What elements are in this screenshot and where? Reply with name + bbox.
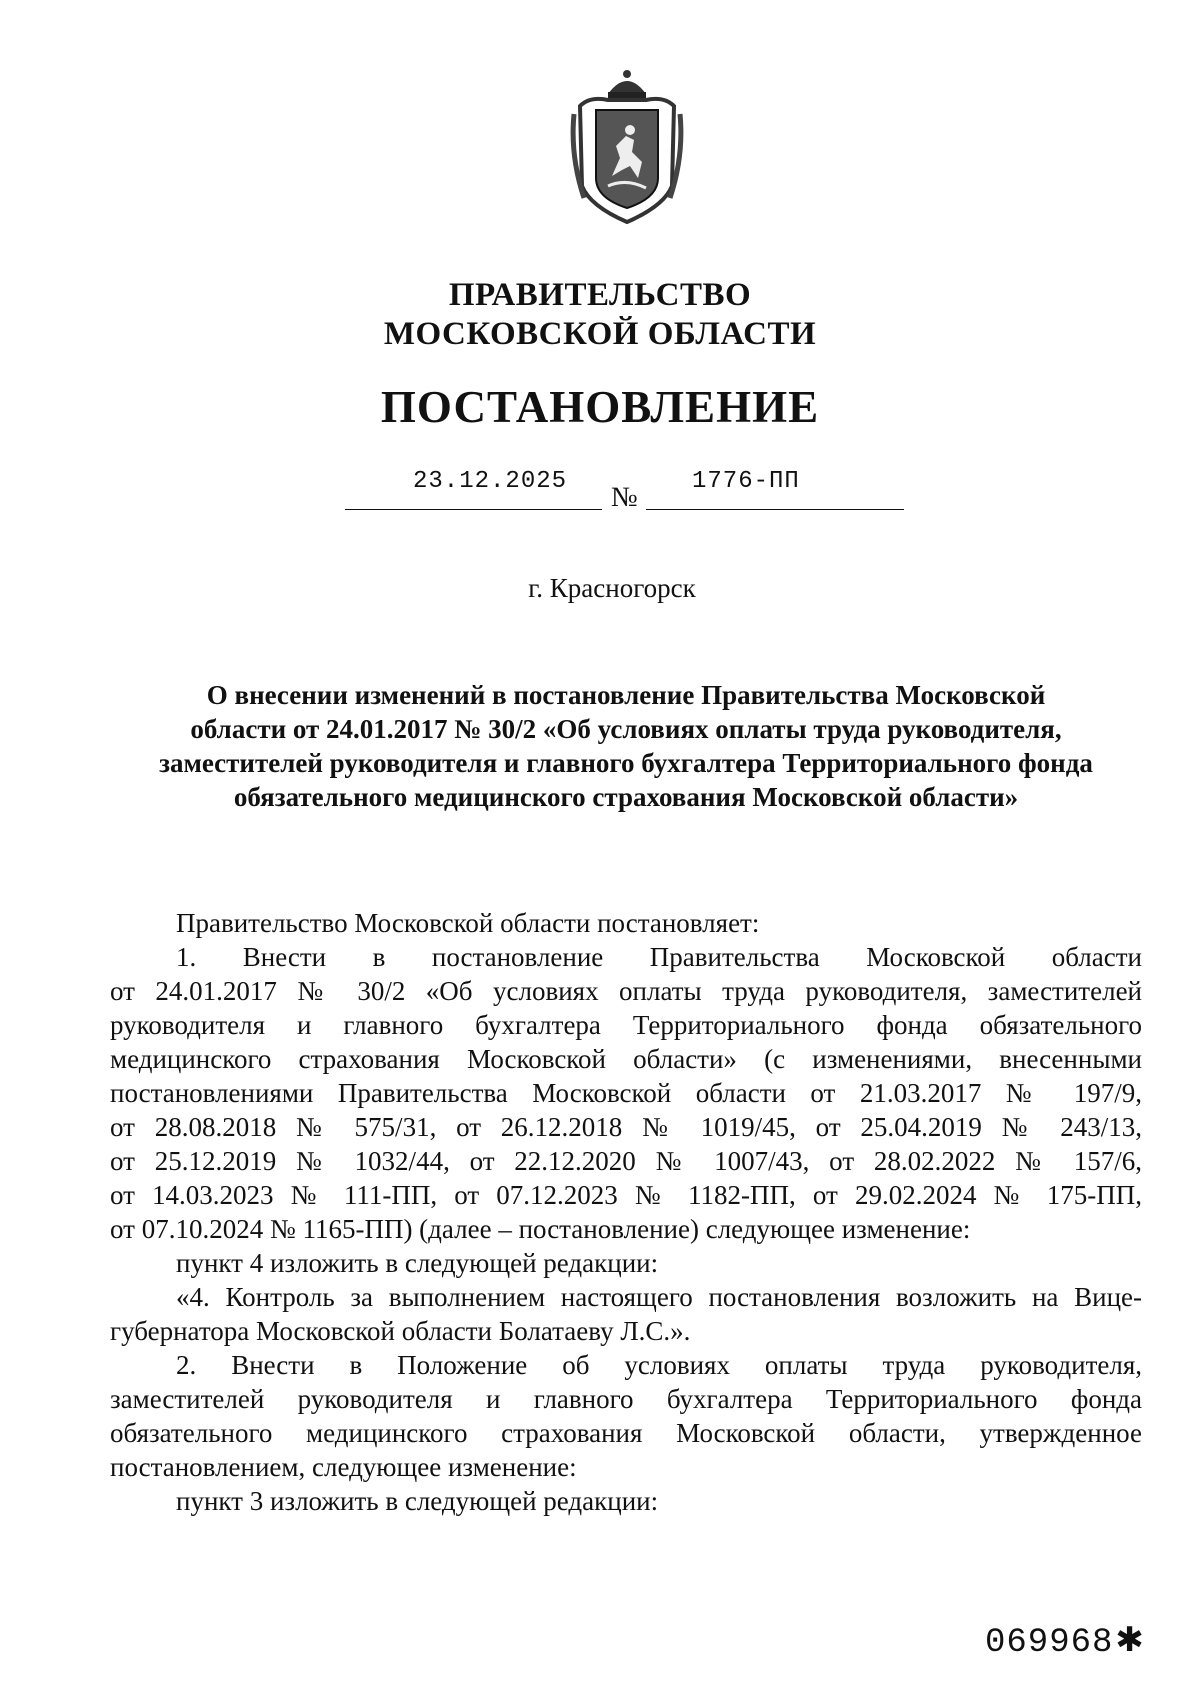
body-line: от 14.03.2023 № 111-ПП, от 07.12.2023 № 1182-ПП, от 29.02.2024 № 175-ПП,	[110, 1180, 1142, 1210]
serial-number	[985, 1620, 1145, 1662]
body-line: постановлениями Правительства Московской области от 21.03.2017 № 197/9,	[110, 1078, 1142, 1108]
number-underline	[646, 509, 904, 510]
title-line: области от 24.01.2017 № 30/2 «Об условиях оплаты труда руководителя,	[190, 714, 1062, 744]
body-line: руководителя и главного бухгалтера Территориального фонда обязательного	[110, 1010, 1142, 1040]
body-line: губернатора Московской области Болатаеву Л.С.».	[110, 1316, 691, 1346]
body-line: заместителей руководителя и главного бухгалтера Территориального фонда	[110, 1384, 1142, 1414]
date-underline	[345, 509, 602, 510]
body-line: от 28.08.2018 № 575/31, от 26.12.2018 № 1019/45, от 25.04.2019 № 243/13,	[110, 1112, 1142, 1142]
asterisk-icon: ✱	[1115, 1620, 1145, 1660]
coat-of-arms-icon	[568, 66, 686, 226]
body-line: Правительство Московской области постановляет:	[176, 908, 760, 938]
title-line: обязательного медицинского страхования Московской области»	[233, 782, 1019, 812]
document-body	[110, 906, 1142, 1518]
serial-number-value: 069968	[985, 1624, 1114, 1662]
body-line: пункт 4 изложить в следующей редакции:	[176, 1248, 659, 1278]
body-line: обязательного медицинского страхования Московской области, утвержденное	[110, 1418, 1142, 1448]
body-line: «4. Контроль за выполнением настоящего постановления возложить на Вице-	[176, 1282, 1142, 1312]
body-line: от 25.12.2019 № 1032/44, от 22.12.2020 № 1007/43, от 28.02.2022 № 157/6,	[110, 1146, 1142, 1176]
body-line: от 24.01.2017 № 30/2 «Об условиях оплаты труда руководителя, заместителей	[110, 976, 1142, 1006]
number-sign: №	[611, 482, 638, 513]
city: г. Красногорск	[528, 573, 696, 603]
title-line: О внесении изменений в постановление Правительства Московской	[206, 680, 1046, 710]
title-line: заместителей руководителя и главного бухгалтера Территориального фонда	[159, 748, 1093, 778]
body-line: пункт 3 изложить в следующей редакции:	[176, 1486, 659, 1516]
org-name-line1: ПРАВИТЕЛЬСТВО	[448, 277, 752, 313]
org-name-line2: МОСКОВСКОЙ ОБЛАСТИ	[383, 316, 817, 352]
body-line: 2. Внести в Положение об условиях оплаты труда руководителя,	[176, 1350, 1142, 1380]
body-line: постановлением, следующее изменение:	[110, 1452, 577, 1482]
body-line: от 07.10.2024 № 1165-ПП) (далее – постановление) следующее изменение:	[110, 1214, 971, 1244]
document-number: 1776-ПП	[692, 468, 800, 495]
document-type: ПОСТАНОВЛЕНИЕ	[380, 382, 820, 432]
document-title	[128, 678, 1124, 814]
body-line: 1. Внести в постановление Правительства Московской области	[176, 942, 1142, 972]
body-line: медицинского страхования Московской области» (с изменениями, внесенными	[110, 1044, 1142, 1074]
document-date: 23.12.2025	[413, 468, 568, 495]
